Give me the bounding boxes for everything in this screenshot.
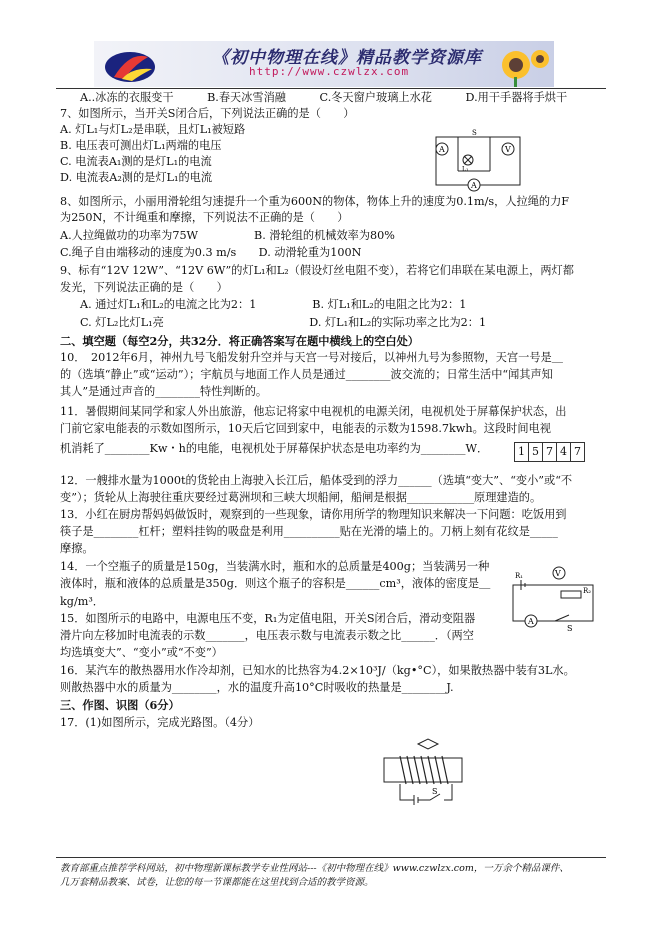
q15-r1-label: R₁ xyxy=(515,572,524,580)
q8-stem-2: 为250N，不计绳重和摩擦，下列说法不正确的是（ ） xyxy=(60,211,349,224)
q15-voltmeter: V xyxy=(555,569,561,578)
q15-r2-label: R₂ xyxy=(583,587,592,595)
q8-stem-1: 8、如图所示，小丽用滑轮组匀速提升一个重为600N的物体，物体上升的速度为0.1m/s，人拉绳的力F xyxy=(60,195,570,208)
electric-meter-display xyxy=(514,442,585,462)
q9-options-ab: A. 通过灯L₁和L₂的电流之比为2：1 B. 灯L₁和L₂的电阻之比为2：1 xyxy=(80,298,467,311)
q15-ammeter: A xyxy=(528,617,534,626)
q10-line-1: 10． 2012年6月，神州九号飞船发射升空并与天宫一号对接后，以神州九号为参照物，天宫一号是＿ xyxy=(60,351,563,364)
q12-line-2: 变”）；货轮从上海驶往重庆要经过葛洲坝和三峡大坝船闸，船闸是根据____________原理建造的。 xyxy=(60,491,542,504)
q8-options-ab: A.人拉绳做功的功率为75W B. 滑轮组的机械效率为80% xyxy=(60,229,395,242)
q15-line-1: 15．如图所示的电路中，电源电压不变，R₁为定值电阻，开关S闭合后，滑动变阻器 xyxy=(60,612,476,625)
q17-switch-label: S xyxy=(432,787,438,796)
q17-solenoid-diagram xyxy=(378,736,478,808)
banner-title: 《初中物理在线》精品教学资源库 xyxy=(212,48,482,68)
q11-line-1: 11．暑假期间某同学和家人外出旅游，他忘记将家中电视机的电源关闭，电视机处于屏幕保护状态，出 xyxy=(60,405,567,418)
q13-line-2: 筷子是________杠杆；塑料挂钩的吸盘是利用__________贴在光滑的墙上的。刀柄上刻有花纹是_____ xyxy=(60,525,558,538)
q9-stem-1: 9、标有“12V 12W”、“12V 6W”的灯L₁和L₂（假设灯丝电阻不变），若将它们串联在某电源上，两灯都 xyxy=(60,264,574,277)
meter-digit: 1 xyxy=(515,443,529,461)
q14-line-1: 14．一个空瓶子的质量是150g，当装满水时，瓶和水的总质量是400g；当装满另一种 xyxy=(60,560,490,573)
q6-options: A..冰冻的衣服变干 B.春天冰雪消融 C.冬天窗户玻璃上水花 D.用干手器将手烘干 xyxy=(80,91,568,104)
q15-circuit-diagram xyxy=(503,563,603,635)
q7-option-d: D. 电流表A₂测的是灯L₁的电流 xyxy=(60,171,213,184)
q15-switch-label: S xyxy=(567,624,573,633)
q7-option-a: A. 灯L₁与灯L₂是串联，且灯L₁被短路 xyxy=(60,123,246,136)
q16-line-2: 则散热器中水的质量为________，水的温度升高10°C时吸收的热量是________J. xyxy=(60,681,454,694)
q13-line-1: 13．小红在厨房帮妈妈做饭时，观察到的一些现象，请你用所学的物理知识来解决一下问题：吃饭用到 xyxy=(60,508,567,521)
q7-voltmeter: V xyxy=(505,145,511,154)
q15-line-3: 均选填变大”、“变小”或“不变”） xyxy=(60,646,223,659)
footer-line-1: 教育部重点推荐学科网站，初中物理新课标教学专业性网站---《初中物理在线》www.czwlzx.com，一万余个精品课件、 xyxy=(60,863,569,874)
meter-digit: 4 xyxy=(557,443,571,461)
q7-ammeter-a2: A xyxy=(471,181,477,190)
section-2-heading: 二、填空题（每空2分，共32分．将正确答案写在题中横线上的空白处） xyxy=(60,334,419,348)
footer-rule xyxy=(56,857,606,858)
banner-url: http://www.czwlzx.com xyxy=(249,65,410,78)
q7-option-b: B. 电压表可测出灯L₁两端的电压 xyxy=(60,139,222,152)
q15-line-2: 滑片向左移加时电流表的示数_______，电压表示数与电流表示数之比______．（两空 xyxy=(60,629,474,642)
compass-needle-icon xyxy=(418,739,438,749)
q14-line-3: kg/m³． xyxy=(60,595,104,608)
q16-line-1: 16．某汽车的散热器用水作冷却剂，已知水的比热容为4.2×10³J/（kg•°C），如果散热器中装有3L水。 xyxy=(60,664,575,677)
q7-ammeter-a1: A xyxy=(439,145,445,154)
section-3-heading: 三、作图、识图（6分） xyxy=(60,698,180,712)
meter-digit: 5 xyxy=(529,443,543,461)
q11-line-2: 门前它家电能表的示数如图所示，10天后它回到家中，电能表的示数为1598.7kwh。这段时间电视 xyxy=(60,422,551,435)
q7-circuit-diagram xyxy=(428,127,528,193)
q7-lamp-l1: L₁ xyxy=(462,166,469,173)
logo-icon xyxy=(102,45,162,85)
q7-option-c: C. 电流表A₁测的是灯L₁的电流 xyxy=(60,155,212,168)
q14-line-2: 液体时，瓶和液体的总质量是350g．则这个瓶子的容积是______cm³，液体的密度是＿ xyxy=(60,577,491,590)
q9-stem-2: 发光，下列说法正确的是（ ） xyxy=(60,281,228,294)
q11-line-3: 机消耗了________Kw・h的电能，电视机处于屏幕保护状态是电功率约为________W． xyxy=(60,442,489,455)
q8-options-cd: C.绳子自由端移动的速度为0.3 m/s D. 动滑轮重为100N xyxy=(60,246,362,259)
q12-line-1: 12．一艘排水量为1000t的货轮由上海驶入长江后，船体受到的浮力______（选填“变大”、“变小”或“不 xyxy=(60,474,573,487)
q9-options-cd: C. 灯L₂比灯L₁亮 D. 灯L₁和L₂的实际功率之比为2：1 xyxy=(80,316,487,329)
meter-digit: 7 xyxy=(574,445,581,458)
meter-digit: 7 xyxy=(543,443,557,461)
q10-line-3: 其人”是通过声音的________特性判断的。 xyxy=(60,385,268,398)
header-banner xyxy=(94,41,554,87)
footer-line-2: 几万套精品教案、试卷，让您的每一节课都能在这里找到合适的教学资源。 xyxy=(60,877,374,888)
sunflower-icon xyxy=(494,43,552,87)
q7-switch-label: S xyxy=(472,129,477,137)
header-rule xyxy=(56,88,606,89)
q17-stem: 17．(1)如图所示，完成光路图。（4分） xyxy=(60,716,260,729)
q7-stem: 7、如图所示，当开关S闭合后，下列说法正确的是（ ） xyxy=(60,107,355,120)
q10-line-2: 的（选填“静止”或“运动”）；宇航员与地面工作人员是通过________波交流的；日常生活中“闻其声知 xyxy=(60,368,553,381)
q13-line-3: 摩擦。 xyxy=(60,542,94,555)
